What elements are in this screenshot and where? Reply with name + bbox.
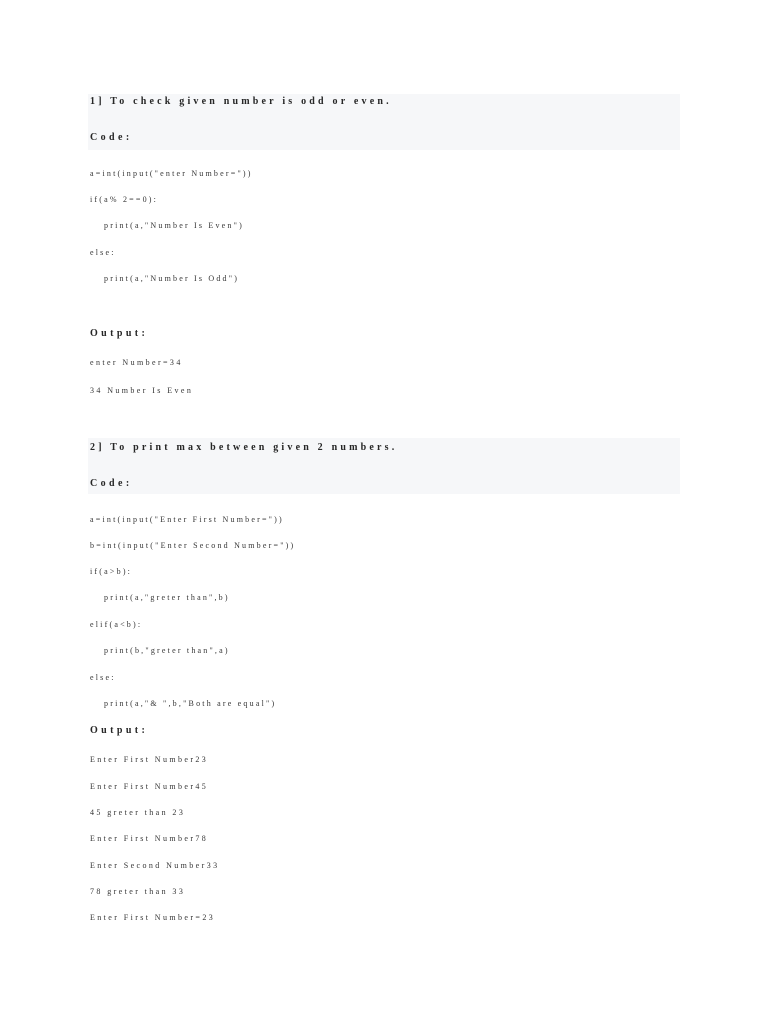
section-1-code-line: print(a,"Number Is Odd") bbox=[104, 274, 240, 283]
section-2-code-line: print(a,"& ",b,"Both are equal") bbox=[104, 699, 277, 708]
section-1-title: 1] To check given number is odd or even. bbox=[90, 96, 392, 107]
section-2-title: 2] To print max between given 2 numbers. bbox=[90, 442, 398, 453]
section-1-code-line: if(a% 2==0): bbox=[90, 195, 159, 204]
section-1-code-line: print(a,"Number Is Even") bbox=[104, 221, 244, 230]
section-2-code-line: b=int(input("Enter Second Number=")) bbox=[90, 541, 296, 550]
section-2-output-line: 45 greter than 23 bbox=[90, 808, 186, 817]
section-2-code-line: print(a,"greter than",b) bbox=[104, 593, 230, 602]
section-2-output-line: Enter First Number=23 bbox=[90, 913, 216, 922]
section-2-code-label: Code: bbox=[90, 478, 133, 489]
section-2-code-line: if(a>b): bbox=[90, 567, 133, 576]
section-2-code-line: elif(a<b): bbox=[90, 620, 143, 629]
section-1-code-label: Code: bbox=[90, 132, 133, 143]
section-2-code-line: else: bbox=[90, 673, 116, 682]
section-1-output-line: 34 Number Is Even bbox=[90, 386, 194, 395]
section-2-output-line: Enter First Number23 bbox=[90, 755, 209, 764]
section-2-output-line: Enter Second Number33 bbox=[90, 861, 220, 870]
section-2-output-line: Enter First Number78 bbox=[90, 834, 209, 843]
section-1-code-line: a=int(input("enter Number=")) bbox=[90, 169, 253, 178]
section-2-output-label: Output: bbox=[90, 725, 149, 736]
section-2-output-line: 78 greter than 33 bbox=[90, 887, 186, 896]
section-2-code-line: a=int(input("Enter First Number=")) bbox=[90, 515, 284, 524]
section-2-output-line: Enter First Number45 bbox=[90, 782, 209, 791]
section-1-output-line: enter Number=34 bbox=[90, 358, 183, 367]
section-1-output-label: Output: bbox=[90, 328, 149, 339]
section-2-code-line: print(b,"greter than",a) bbox=[104, 646, 230, 655]
section-1-code-line: else: bbox=[90, 248, 116, 257]
